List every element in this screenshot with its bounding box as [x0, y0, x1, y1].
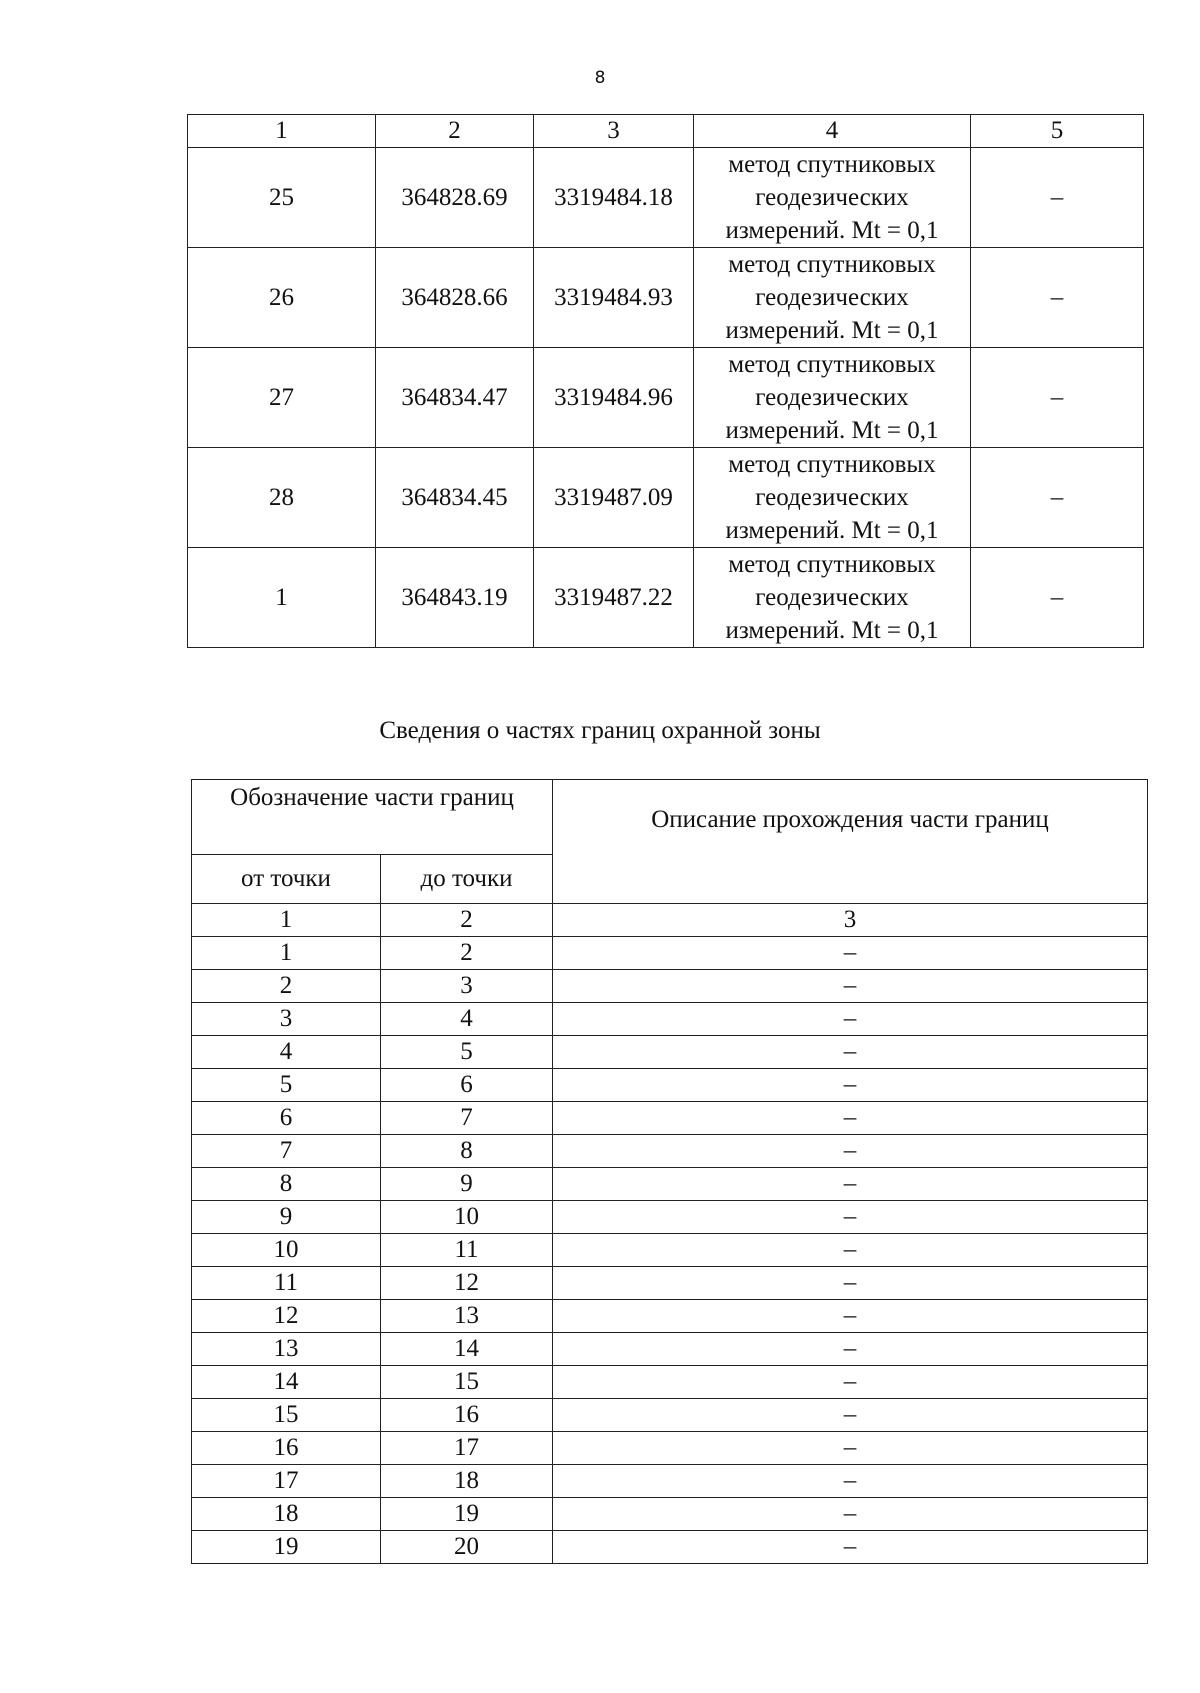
from-point-header: от точки [192, 855, 381, 904]
from-point-cell: 15 [192, 1399, 381, 1432]
note-cell: – [971, 548, 1144, 648]
table-row [192, 1102, 1148, 1135]
method-line: метод спутниковых [728, 551, 936, 578]
description-cell: – [553, 1300, 1148, 1333]
column-number-header: 4 [694, 115, 971, 148]
table-row [192, 1267, 1148, 1300]
y-coordinate-cell: 3319484.93 [534, 248, 694, 348]
table-row [192, 1069, 1148, 1102]
point-number-cell: 28 [188, 448, 376, 548]
from-point-cell: 1 [192, 937, 381, 970]
table-row [192, 1003, 1148, 1036]
x-coordinate-cell: 364843.19 [376, 548, 534, 648]
description-cell: – [553, 970, 1148, 1003]
table-row [192, 1168, 1148, 1201]
description-cell: – [553, 1234, 1148, 1267]
description-cell: – [553, 1399, 1148, 1432]
method-cell [694, 248, 971, 348]
designation-header: Обозначение части границ [192, 780, 553, 855]
description-cell: – [553, 937, 1148, 970]
to-point-cell: 8 [381, 1135, 553, 1168]
table-row [192, 1135, 1148, 1168]
to-point-cell: 16 [381, 1399, 553, 1432]
table-row [192, 1465, 1148, 1498]
method-line: метод спутниковых [728, 151, 936, 178]
note-cell: – [971, 148, 1144, 248]
description-cell: – [553, 1201, 1148, 1234]
to-point-cell: 17 [381, 1432, 553, 1465]
page-number: 8 [594, 68, 606, 88]
to-point-cell: 2 [381, 937, 553, 970]
table-row [192, 1333, 1148, 1366]
method-line: измерений. Mt = 0,1 [725, 317, 939, 344]
x-coordinate-cell: 364828.69 [376, 148, 534, 248]
to-point-cell: 10 [381, 1201, 553, 1234]
point-number-cell: 26 [188, 248, 376, 348]
description-cell: – [553, 1102, 1148, 1135]
to-point-cell: 11 [381, 1234, 553, 1267]
x-coordinate-cell: 364828.66 [376, 248, 534, 348]
table-row [188, 148, 1144, 248]
from-point-cell: 17 [192, 1465, 381, 1498]
column-number-header: 5 [971, 115, 1144, 148]
column-number-cell: 1 [192, 904, 381, 937]
column-number-header: 2 [376, 115, 534, 148]
from-point-cell: 18 [192, 1498, 381, 1531]
from-point-cell: 19 [192, 1531, 381, 1564]
method-line: метод спутниковых [728, 351, 936, 378]
table-row [192, 937, 1148, 970]
note-cell: – [971, 448, 1144, 548]
table-row [188, 348, 1144, 448]
column-number-header: 3 [534, 115, 694, 148]
method-line: геодезических [755, 384, 909, 411]
table-row [192, 1498, 1148, 1531]
from-point-cell: 12 [192, 1300, 381, 1333]
y-coordinate-cell: 3319484.18 [534, 148, 694, 248]
to-point-cell: 14 [381, 1333, 553, 1366]
from-point-cell: 9 [192, 1201, 381, 1234]
to-point-cell: 7 [381, 1102, 553, 1135]
to-point-cell: 15 [381, 1366, 553, 1399]
to-point-cell: 6 [381, 1069, 553, 1102]
table-row [192, 1531, 1148, 1564]
method-line: геодезических [755, 584, 909, 611]
y-coordinate-cell: 3319487.22 [534, 548, 694, 648]
x-coordinate-cell: 364834.45 [376, 448, 534, 548]
from-point-cell: 8 [192, 1168, 381, 1201]
point-number-cell: 27 [188, 348, 376, 448]
table-row [192, 1234, 1148, 1267]
column-number-cell: 2 [381, 904, 553, 937]
from-point-cell: 4 [192, 1036, 381, 1069]
description-cell: – [553, 1531, 1148, 1564]
description-cell: – [553, 1168, 1148, 1201]
description-cell: – [553, 1003, 1148, 1036]
from-point-cell: 11 [192, 1267, 381, 1300]
method-cell [694, 448, 971, 548]
table-row [192, 1366, 1148, 1399]
table-row [192, 1432, 1148, 1465]
description-cell: – [553, 1366, 1148, 1399]
description-cell: – [553, 1333, 1148, 1366]
from-point-cell: 7 [192, 1135, 381, 1168]
description-cell: – [553, 1069, 1148, 1102]
description-header: Описание прохождения части границ [553, 780, 1148, 904]
method-line: измерений. Mt = 0,1 [725, 617, 939, 644]
method-cell [694, 548, 971, 648]
to-point-cell: 19 [381, 1498, 553, 1531]
point-number-cell: 1 [188, 548, 376, 648]
table-row [188, 448, 1144, 548]
boundary-parts-table [191, 779, 1148, 1564]
from-point-cell: 2 [192, 970, 381, 1003]
to-point-cell: 3 [381, 970, 553, 1003]
to-point-cell: 9 [381, 1168, 553, 1201]
coordinates-header-row [188, 115, 1144, 148]
method-line: измерений. Mt = 0,1 [725, 217, 939, 244]
note-cell: – [971, 348, 1144, 448]
to-point-header: до точки [381, 855, 553, 904]
method-line: измерений. Mt = 0,1 [725, 417, 939, 444]
coordinates-table-body [188, 148, 1144, 648]
method-line: геодезических [755, 184, 909, 211]
y-coordinate-cell: 3319484.96 [534, 348, 694, 448]
coordinates-table [187, 114, 1144, 648]
column-number-header: 1 [188, 115, 376, 148]
table-row [192, 1036, 1148, 1069]
from-point-cell: 16 [192, 1432, 381, 1465]
from-point-cell: 5 [192, 1069, 381, 1102]
parts-header-row [192, 780, 1148, 855]
x-coordinate-cell: 364834.47 [376, 348, 534, 448]
method-line: метод спутниковых [728, 251, 936, 278]
note-cell: – [971, 248, 1144, 348]
description-cell: – [553, 1267, 1148, 1300]
column-number-cell: 3 [553, 904, 1148, 937]
description-cell: – [553, 1135, 1148, 1168]
table-row [192, 1201, 1148, 1234]
y-coordinate-cell: 3319487.09 [534, 448, 694, 548]
description-cell: – [553, 1498, 1148, 1531]
section-title: Сведения о частях границ охранной зоны [379, 717, 821, 744]
table-row [188, 248, 1144, 348]
to-point-cell: 12 [381, 1267, 553, 1300]
to-point-cell: 13 [381, 1300, 553, 1333]
from-point-cell: 14 [192, 1366, 381, 1399]
table-row [192, 1300, 1148, 1333]
description-cell: – [553, 1465, 1148, 1498]
method-cell [694, 348, 971, 448]
column-numbers-row [192, 904, 1148, 937]
to-point-cell: 20 [381, 1531, 553, 1564]
description-cell: – [553, 1432, 1148, 1465]
method-line: геодезических [755, 284, 909, 311]
point-number-cell: 25 [188, 148, 376, 248]
method-line: метод спутниковых [728, 451, 936, 478]
method-line: измерений. Mt = 0,1 [725, 517, 939, 544]
from-point-cell: 10 [192, 1234, 381, 1267]
from-point-cell: 6 [192, 1102, 381, 1135]
description-cell: – [553, 1036, 1148, 1069]
method-line: геодезических [755, 484, 909, 511]
boundary-parts-table-body [192, 904, 1148, 1564]
from-point-cell: 13 [192, 1333, 381, 1366]
to-point-cell: 18 [381, 1465, 553, 1498]
to-point-cell: 4 [381, 1003, 553, 1036]
from-point-cell: 3 [192, 1003, 381, 1036]
method-cell [694, 148, 971, 248]
table-row [192, 1399, 1148, 1432]
to-point-cell: 5 [381, 1036, 553, 1069]
table-row [188, 548, 1144, 648]
table-row [192, 970, 1148, 1003]
